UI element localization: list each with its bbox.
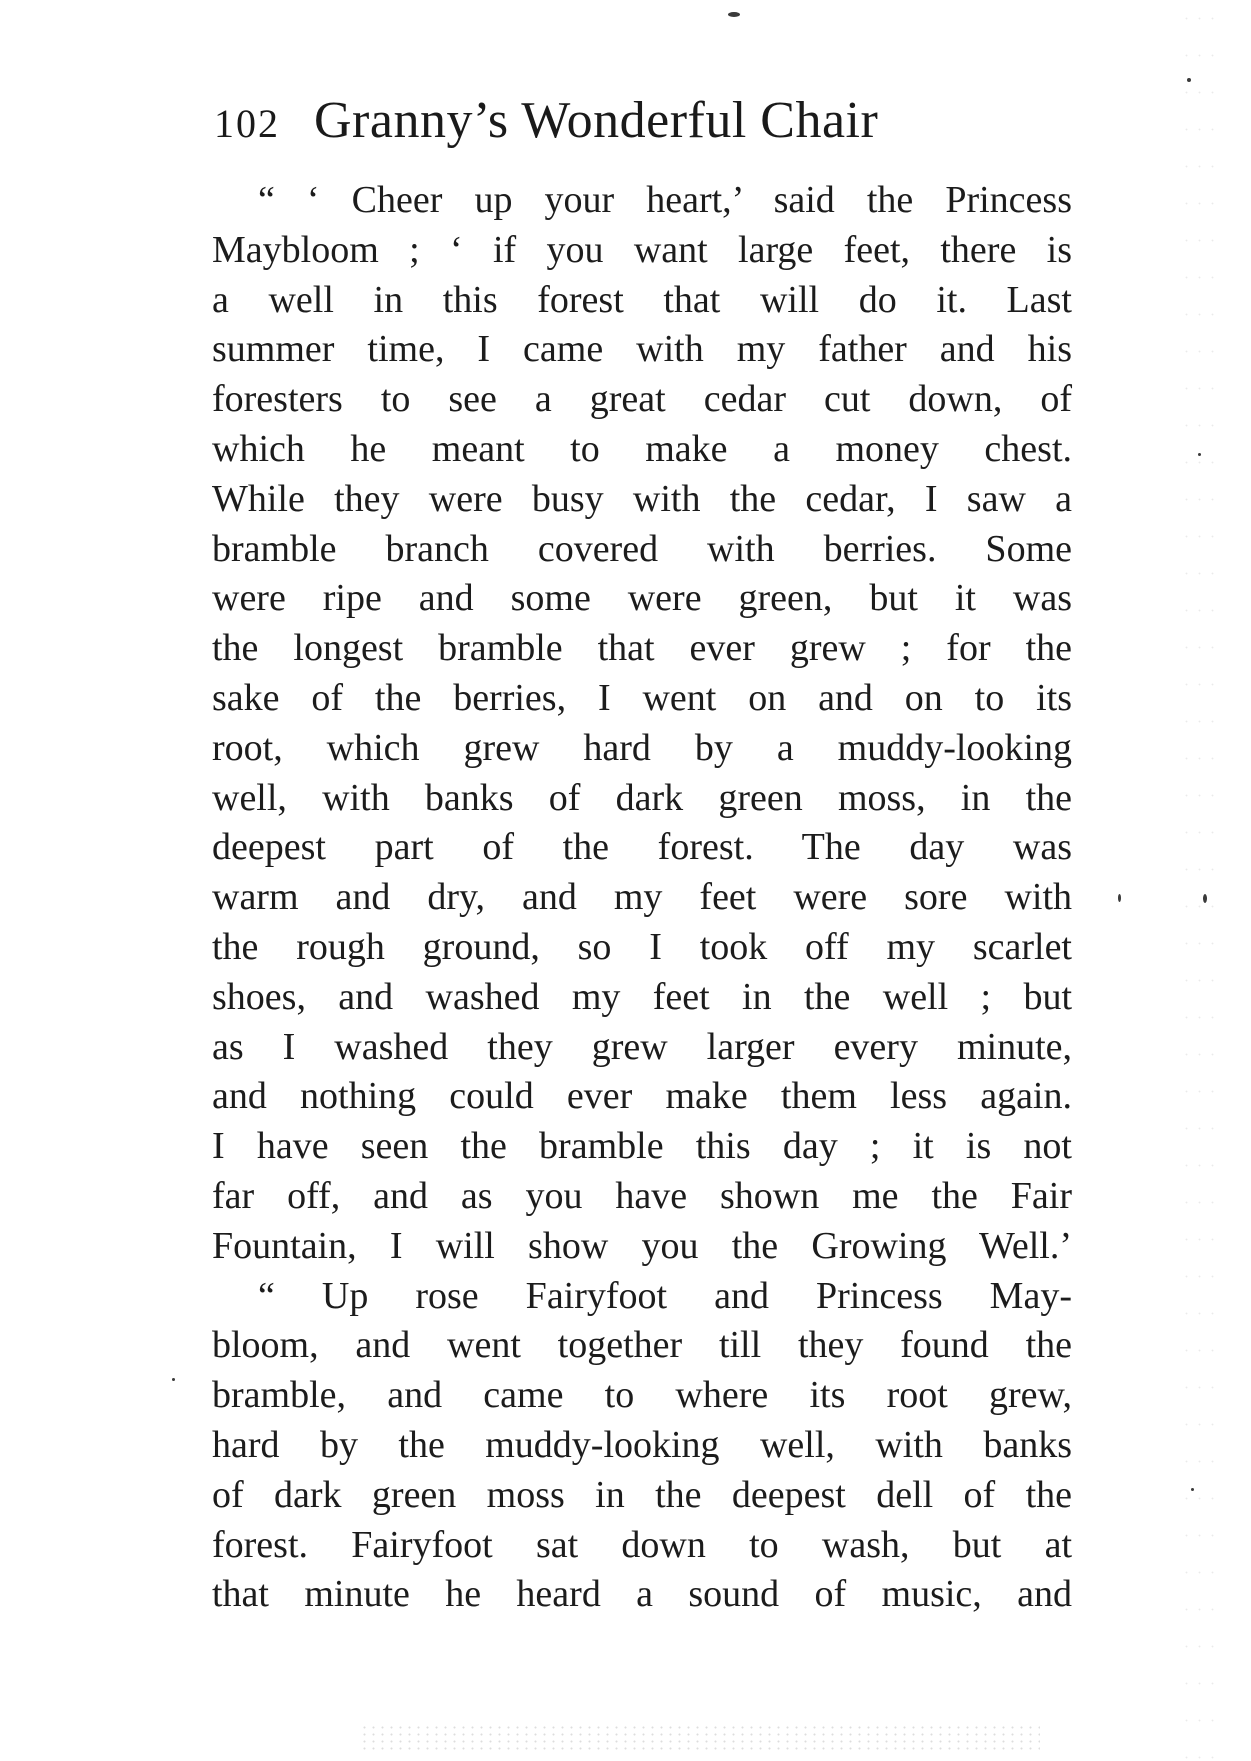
text-line: which he meant to make a money chest. bbox=[212, 427, 1072, 470]
text-line: well, with banks of dark green moss, in the bbox=[212, 776, 1072, 819]
running-head bbox=[214, 86, 1064, 156]
text-line: of dark green moss in the deepest dell of the bbox=[212, 1473, 1072, 1516]
text-line: bramble branch covered with berries. Some bbox=[212, 527, 1072, 570]
text-line: sake of the berries, I went on and on to its bbox=[212, 676, 1072, 719]
text-line: summer time, I came with my father and his bbox=[212, 328, 1072, 371]
text-line: Fountain, I will show you the Growing Well.’ bbox=[212, 1224, 1072, 1267]
text-line: as I washed they grew larger every minute, bbox=[212, 1025, 1072, 1068]
text-line: the longest bramble that ever grew ; for the bbox=[212, 627, 1072, 670]
scan-edge-noise bbox=[1180, 0, 1220, 1761]
text-line: Maybloom ; ‘ if you want large feet, there is bbox=[212, 228, 1072, 271]
text-line: the rough ground, so I took off my scarlet bbox=[212, 925, 1072, 968]
book-title: Granny’s Wonderful Chair bbox=[314, 92, 879, 149]
text-line: “ Up rose Fairyfoot and Princess May- bbox=[258, 1274, 1072, 1317]
page-number: 102 bbox=[214, 101, 280, 146]
scan-speck bbox=[1118, 894, 1121, 902]
text-line: were ripe and some were green, but it was bbox=[212, 577, 1072, 620]
scan-noise bbox=[360, 1724, 1040, 1754]
text-line: bramble, and came to where its root grew, bbox=[212, 1374, 1072, 1417]
text-line: I have seen the bramble this day ; it is not bbox=[212, 1125, 1072, 1168]
text-line: a well in this forest that will do it. Last bbox=[212, 278, 1072, 321]
text-line: and nothing could ever make them less again. bbox=[212, 1075, 1072, 1118]
text-line: forest. Fairyfoot sat down to wash, but at bbox=[212, 1523, 1072, 1566]
scan-speck bbox=[172, 1378, 175, 1381]
text-line: that minute he heard a sound of music, and bbox=[212, 1573, 1072, 1616]
text-line: far off, and as you have shown me the Fair bbox=[212, 1174, 1072, 1217]
text-line: bloom, and went together till they found the bbox=[212, 1324, 1072, 1367]
scan-speck bbox=[728, 12, 740, 17]
text-line: shoes, and washed my feet in the well ; but bbox=[212, 975, 1072, 1018]
text-line: foresters to see a great cedar cut down, of bbox=[212, 378, 1072, 421]
body-text bbox=[212, 176, 1072, 1620]
text-line: “ ‘ Cheer up your heart,’ said the Princess bbox=[258, 179, 1072, 221]
text-line: hard by the muddy-looking well, with banks bbox=[212, 1423, 1072, 1466]
text-line: While they were busy with the cedar, I saw a bbox=[212, 477, 1072, 520]
text-line: deepest part of the forest. The day was bbox=[212, 826, 1072, 869]
text-line: root, which grew hard by a muddy-looking bbox=[212, 726, 1072, 769]
text-line: warm and dry, and my feet were sore with bbox=[212, 876, 1072, 919]
